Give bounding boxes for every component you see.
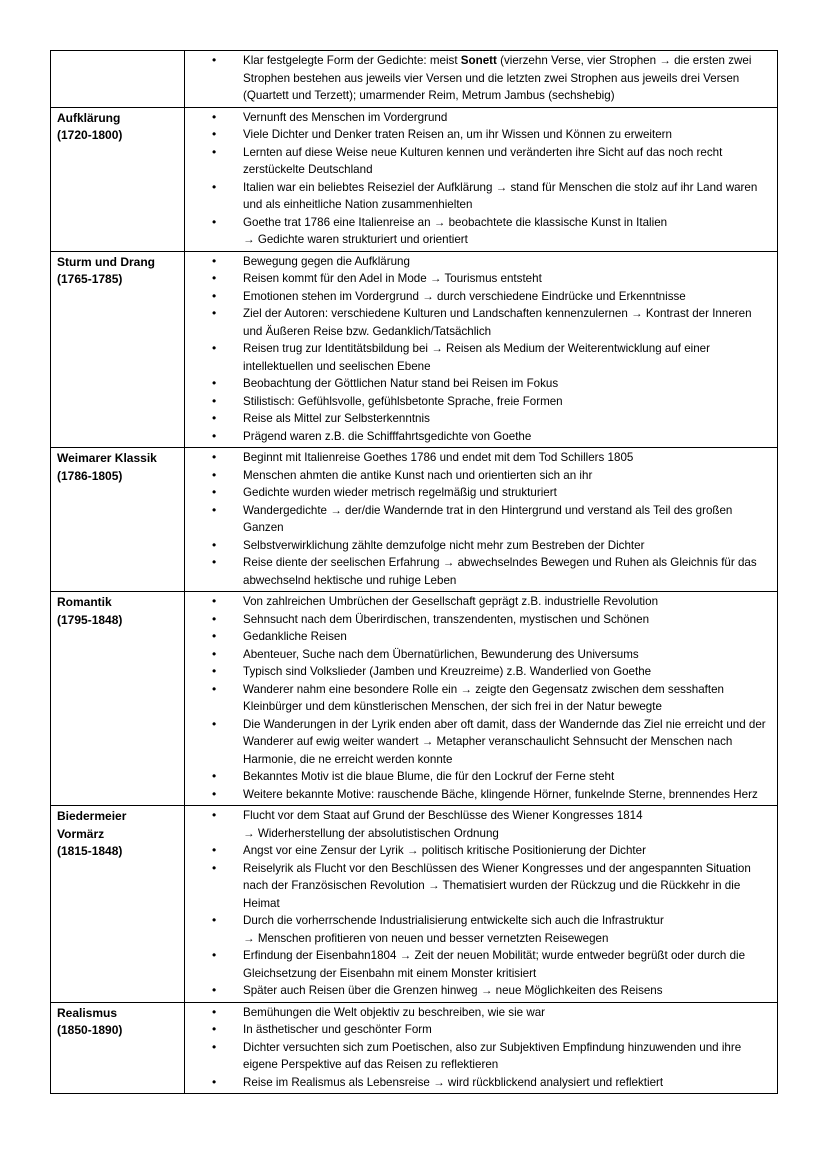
list-item-text: In ästhetischer und geschönter Form bbox=[243, 1023, 432, 1036]
bullet-icon: • bbox=[212, 502, 217, 517]
list-item-text: Dichter versuchten sich zum Poetischen, also zur Subjektiven Empfindung hinzuwenden und ihre eigene Perspektive auf das Reisen zu reflektieren bbox=[243, 1040, 742, 1071]
epoch-years: (1795-1848) bbox=[57, 612, 123, 627]
bullet-icon: • bbox=[212, 808, 217, 822]
list-item bbox=[185, 484, 773, 502]
list-item-text: Abenteuer, Suche nach dem Übernatürlichen, Bewunderung des Universums bbox=[243, 647, 639, 661]
epoch-row bbox=[51, 251, 778, 448]
bullet-icon: • bbox=[212, 681, 217, 696]
list-item-text: → Gedichte waren strukturiert und orientiert bbox=[243, 233, 468, 246]
list-item-text: Prägend waren z.B. die Schifffahrtsgedichte von Goethe bbox=[243, 429, 532, 443]
list-item-text: Später auch Reisen über die Grenzen hinweg → neue Möglichkeiten des Reisens bbox=[243, 984, 663, 997]
epoch-label-cell bbox=[51, 448, 185, 592]
epoch-years: (1720-1800) bbox=[57, 128, 123, 142]
list-item-text: Angst vor eine Zensur der Lyrik → politisch kritische Positionierung der Dichter bbox=[243, 844, 646, 857]
epoch-years: (1815-1848) bbox=[57, 844, 123, 858]
bullet-icon: • bbox=[212, 127, 217, 141]
epoch-label-cell bbox=[51, 806, 185, 1003]
list-item bbox=[185, 593, 773, 611]
bullet-icon: • bbox=[212, 664, 217, 678]
bullet-list bbox=[185, 449, 773, 589]
epoch-label-cell bbox=[51, 51, 185, 108]
list-item bbox=[185, 982, 773, 1000]
list-item-text: Von zahlreichen Umbrüchen der Gesellschaft geprägt z.B. industrielle Revolution bbox=[243, 595, 659, 608]
list-item bbox=[185, 681, 773, 716]
list-item-text: Selbstverwirklichung zählte demzufolge nicht mehr zum Bestreben der Dichter bbox=[243, 538, 645, 552]
bullet-icon: • bbox=[212, 716, 217, 731]
list-item-text: Gedankliche Reisen bbox=[243, 630, 347, 643]
bullet-icon: • bbox=[212, 1039, 217, 1054]
epoch-label-cell bbox=[51, 107, 185, 251]
list-item-text: Wanderer nahm eine besondere Rolle ein → zeigte den Gegensatz zwischen dem sesshaften Kleinbürger und dem künstlerischen Menschen, der sich frei in der Natur bewegte bbox=[243, 682, 724, 713]
list-item bbox=[185, 502, 773, 537]
list-item bbox=[185, 786, 773, 804]
list-item bbox=[185, 860, 773, 913]
bullet-icon: • bbox=[212, 594, 217, 608]
list-item bbox=[185, 1039, 773, 1074]
list-item bbox=[185, 449, 773, 467]
list-item bbox=[185, 1004, 773, 1022]
epoch-row bbox=[51, 806, 778, 1003]
list-item-text: Reisen kommt für den Adel in Mode → Tourismus entsteht bbox=[243, 272, 542, 285]
list-item-text: Sehnsucht nach dem Überirdischen, transzendenten, mystischen und Schönen bbox=[243, 612, 650, 626]
emphasized-term: Sonett bbox=[460, 54, 497, 67]
list-item-text: (vierzehn Verse, vier Strophen → die ersten zwei Strophen bestehen aus jeweils vier Versen und die letzten zwei Strophen aus jeweils drei Versen (Quartett und Terzett); umarmender Reim, Metrum Jambus (sechshebig) bbox=[243, 54, 752, 102]
bullet-icon: • bbox=[212, 450, 217, 464]
list-item-text: Flucht vor dem Staat auf Grund der Beschlüsse des Wiener Kongresses 1814 bbox=[243, 809, 643, 822]
list-item-text: Erfindung der Eisenbahn1804 → Zeit der neuen Mobilität; wurde entweder begrüßt oder durch die Gleichsetzung der Eisenbahn mit einem Monster kritisiert bbox=[243, 949, 746, 980]
epoch-name: Realismus bbox=[57, 1005, 118, 1020]
bullet-icon: • bbox=[212, 53, 217, 67]
list-item-text: Reise diente der seelischen Erfahrung → abwechselndes Bewegen und Ruhen als Gleichnis für das abwechselnd hektische und ruhige Leben bbox=[243, 556, 757, 587]
epoch-years: (1850-1890) bbox=[57, 1023, 123, 1037]
bullet-icon: • bbox=[212, 860, 217, 875]
list-item bbox=[185, 126, 773, 144]
list-item bbox=[185, 537, 773, 555]
list-item bbox=[185, 305, 773, 340]
epoch-content-cell bbox=[185, 251, 778, 448]
epoch-label-cell bbox=[51, 1002, 185, 1094]
epoch-label-cell bbox=[51, 251, 185, 448]
list-item bbox=[185, 912, 773, 930]
list-item bbox=[185, 214, 773, 232]
bullet-icon: • bbox=[212, 253, 217, 268]
list-item-text: Goethe trat 1786 eine Italienreise an → beobachtete die klassische Kunst in Italien bbox=[243, 215, 668, 229]
bullet-icon: • bbox=[212, 271, 217, 285]
list-item bbox=[185, 375, 773, 393]
epoch-name: Sturm und Drang bbox=[57, 254, 155, 269]
list-item-text: Weitere bekannte Motive: rauschende Bäche, klingende Hörner, funkelnde Sterne, brennendes Herz bbox=[243, 787, 758, 801]
list-item bbox=[185, 807, 773, 825]
list-item bbox=[185, 947, 773, 982]
epoch-content-cell bbox=[185, 448, 778, 592]
list-item-continuation bbox=[185, 231, 773, 249]
list-item-continuation bbox=[185, 930, 773, 948]
list-item bbox=[185, 393, 773, 411]
bullet-icon: • bbox=[212, 629, 217, 643]
list-item-text: Beginnt mit Italienreise Goethes 1786 und endet mit dem Tod Schillers 1805 bbox=[243, 451, 634, 464]
epoch-content-cell bbox=[185, 806, 778, 1003]
list-item-text: Reisen trug zur Identitätsbildung bei → Reisen als Medium der Weiterentwicklung auf einer intellektuellen und seelischen Ebene bbox=[243, 342, 710, 373]
epoch-row bbox=[51, 107, 778, 251]
bullet-icon: • bbox=[212, 144, 217, 159]
list-item-text: Viele Dichter und Denker traten Reisen an, um ihr Wissen und Können zu erweitern bbox=[243, 128, 672, 141]
epoch-content-cell bbox=[185, 51, 778, 108]
list-item-text: Stilistisch: Gefühlsvolle, gefühlsbetonte Sprache, freie Formen bbox=[243, 394, 563, 408]
bullet-list bbox=[185, 593, 773, 803]
epoch-content-cell bbox=[185, 107, 778, 251]
bullet-icon: • bbox=[212, 983, 217, 997]
bullet-icon: • bbox=[212, 109, 217, 124]
bullet-icon: • bbox=[212, 411, 217, 425]
list-item-text: Klar festgelegte Form der Gedichte: meist bbox=[243, 54, 461, 67]
epoch-years: (1786-1805) bbox=[57, 468, 123, 483]
bullet-icon: • bbox=[212, 913, 217, 927]
bullet-icon: • bbox=[212, 467, 217, 482]
epoch-table-body bbox=[51, 51, 778, 1094]
list-item bbox=[185, 109, 773, 127]
list-item-text: Menschen ahmten die antike Kunst nach und orientierten sich an ihr bbox=[243, 468, 593, 482]
epoch-name-secondary: Vormärz bbox=[57, 826, 105, 841]
list-item bbox=[185, 554, 773, 589]
epoch-label-cell bbox=[51, 592, 185, 806]
list-item bbox=[185, 52, 773, 105]
epoch-name: Weimarer Klassik bbox=[57, 451, 157, 465]
bullet-icon: • bbox=[212, 1074, 217, 1089]
bullet-icon: • bbox=[212, 393, 217, 408]
bullet-list bbox=[185, 253, 773, 446]
bullet-icon: • bbox=[212, 769, 217, 783]
epoch-years: (1765-1785) bbox=[57, 272, 123, 286]
list-item bbox=[185, 428, 773, 446]
bullet-list bbox=[185, 807, 773, 1000]
bullet-list bbox=[185, 52, 773, 105]
bullet-list bbox=[185, 1004, 773, 1092]
list-item-text: → Widerherstellung der absolutistischen Ordnung bbox=[243, 826, 499, 840]
list-item-text: Bemühungen die Welt objektiv zu beschreiben, wie sie war bbox=[243, 1005, 546, 1019]
list-item bbox=[185, 663, 773, 681]
list-item-text: Bekanntes Motiv ist die blaue Blume, die für den Lockruf der Ferne steht bbox=[243, 770, 615, 783]
bullet-icon: • bbox=[212, 288, 217, 303]
list-item bbox=[185, 270, 773, 288]
bullet-icon: • bbox=[212, 611, 217, 626]
list-item bbox=[185, 410, 773, 428]
bullet-icon: • bbox=[212, 555, 217, 569]
list-item bbox=[185, 716, 773, 769]
list-item-text: Typisch sind Volkslieder (Jamben und Kreuzreime) z.B. Wanderlied von Goethe bbox=[243, 665, 652, 678]
bullet-icon: • bbox=[212, 306, 217, 320]
list-item bbox=[185, 144, 773, 179]
list-item bbox=[185, 253, 773, 271]
list-item-text: → Menschen profitieren von neuen und besser vernetzten Reisewegen bbox=[243, 931, 609, 945]
list-item-text: Die Wanderungen in der Lyrik enden aber oft damit, dass der Wandernde das Ziel nie erreicht und der Wanderer auf ewig weiter wandert → Metapher veranschaulicht Sehnsucht der Menschen nach Harmonie, die ne erreicht werden konnte bbox=[243, 717, 766, 766]
bullet-icon: • bbox=[212, 948, 217, 962]
epoch-content-cell bbox=[185, 1002, 778, 1094]
list-item-text: Reise als Mittel zur Selbsterkenntnis bbox=[243, 412, 430, 425]
bullet-icon: • bbox=[212, 376, 217, 390]
list-item-text: Emotionen stehen im Vordergrund → durch verschiedene Eindrücke und Erkenntnisse bbox=[243, 289, 686, 303]
list-item bbox=[185, 611, 773, 629]
bullet-icon: • bbox=[212, 428, 217, 443]
bullet-icon: • bbox=[212, 537, 217, 552]
list-item-text: Lernten auf diese Weise neue Kulturen kennen und veränderten ihre Sicht auf das noch recht zerstückelte Deutschland bbox=[243, 145, 723, 176]
list-item bbox=[185, 628, 773, 646]
bullet-icon: • bbox=[212, 843, 217, 857]
bullet-icon: • bbox=[212, 179, 217, 194]
epoch-row bbox=[51, 448, 778, 592]
bullet-icon: • bbox=[212, 1004, 217, 1019]
bullet-icon: • bbox=[212, 786, 217, 801]
list-item-text: Gedichte wurden wieder metrisch regelmäßig und strukturiert bbox=[243, 486, 557, 499]
epoch-name: Romantik bbox=[57, 595, 112, 609]
list-item-text: Beobachtung der Göttlichen Natur stand bei Reisen im Fokus bbox=[243, 377, 559, 390]
list-item-text: Reise im Realismus als Lebensreise → wird rückblickend analysiert und reflektiert bbox=[243, 1075, 664, 1089]
epoch-row bbox=[51, 1002, 778, 1094]
bullet-icon: • bbox=[212, 646, 217, 661]
list-item bbox=[185, 1021, 773, 1039]
list-item bbox=[185, 288, 773, 306]
list-item-text: Reiselyrik als Flucht vor den Beschlüssen des Wiener Kongresses und der angespannten Situation nach der Französischen Revolution → Thematisiert wurden der Rückzug und die Rückkehr in die Heimat bbox=[243, 861, 751, 910]
list-item-continuation bbox=[185, 825, 773, 843]
bullet-icon: • bbox=[212, 341, 217, 355]
bullet-list bbox=[185, 109, 773, 249]
epoch-table bbox=[50, 50, 778, 1094]
epoch-name: Biedermeier bbox=[57, 809, 127, 823]
list-item bbox=[185, 1074, 773, 1092]
list-item bbox=[185, 646, 773, 664]
list-item-text: Ziel der Autoren: verschiedene Kulturen und Landschaften kennenzulernen → Kontrast der Inneren und Äußeren Reise bzw. Gedanklich/Tatsächlich bbox=[243, 307, 752, 338]
epoch-row bbox=[51, 51, 778, 108]
list-item bbox=[185, 179, 773, 214]
list-item-text: Vernunft des Menschen im Vordergrund bbox=[243, 110, 448, 124]
bullet-icon: • bbox=[212, 1022, 217, 1036]
bullet-icon: • bbox=[212, 214, 217, 229]
list-item bbox=[185, 842, 773, 860]
epoch-content-cell bbox=[185, 592, 778, 806]
bullet-icon: • bbox=[212, 485, 217, 499]
list-item bbox=[185, 768, 773, 786]
list-item bbox=[185, 467, 773, 485]
list-item-text: Bewegung gegen die Aufklärung bbox=[243, 254, 410, 268]
list-item-text: Italien war ein beliebtes Reiseziel der Aufklärung → stand für Menschen die stolz auf ihr Land waren und als einheitliche Nation zusammenhielten bbox=[243, 180, 758, 211]
list-item bbox=[185, 340, 773, 375]
list-item-text: Durch die vorherrschende Industrialisierung entwickelte sich auch die Infrastruktur bbox=[243, 914, 664, 927]
epoch-name: Aufklärung bbox=[57, 110, 121, 125]
list-item-text: Wandergedichte → der/die Wandernde trat in den Hintergrund und verstand als Teil des großen Ganzen bbox=[243, 503, 733, 534]
epoch-row bbox=[51, 592, 778, 806]
